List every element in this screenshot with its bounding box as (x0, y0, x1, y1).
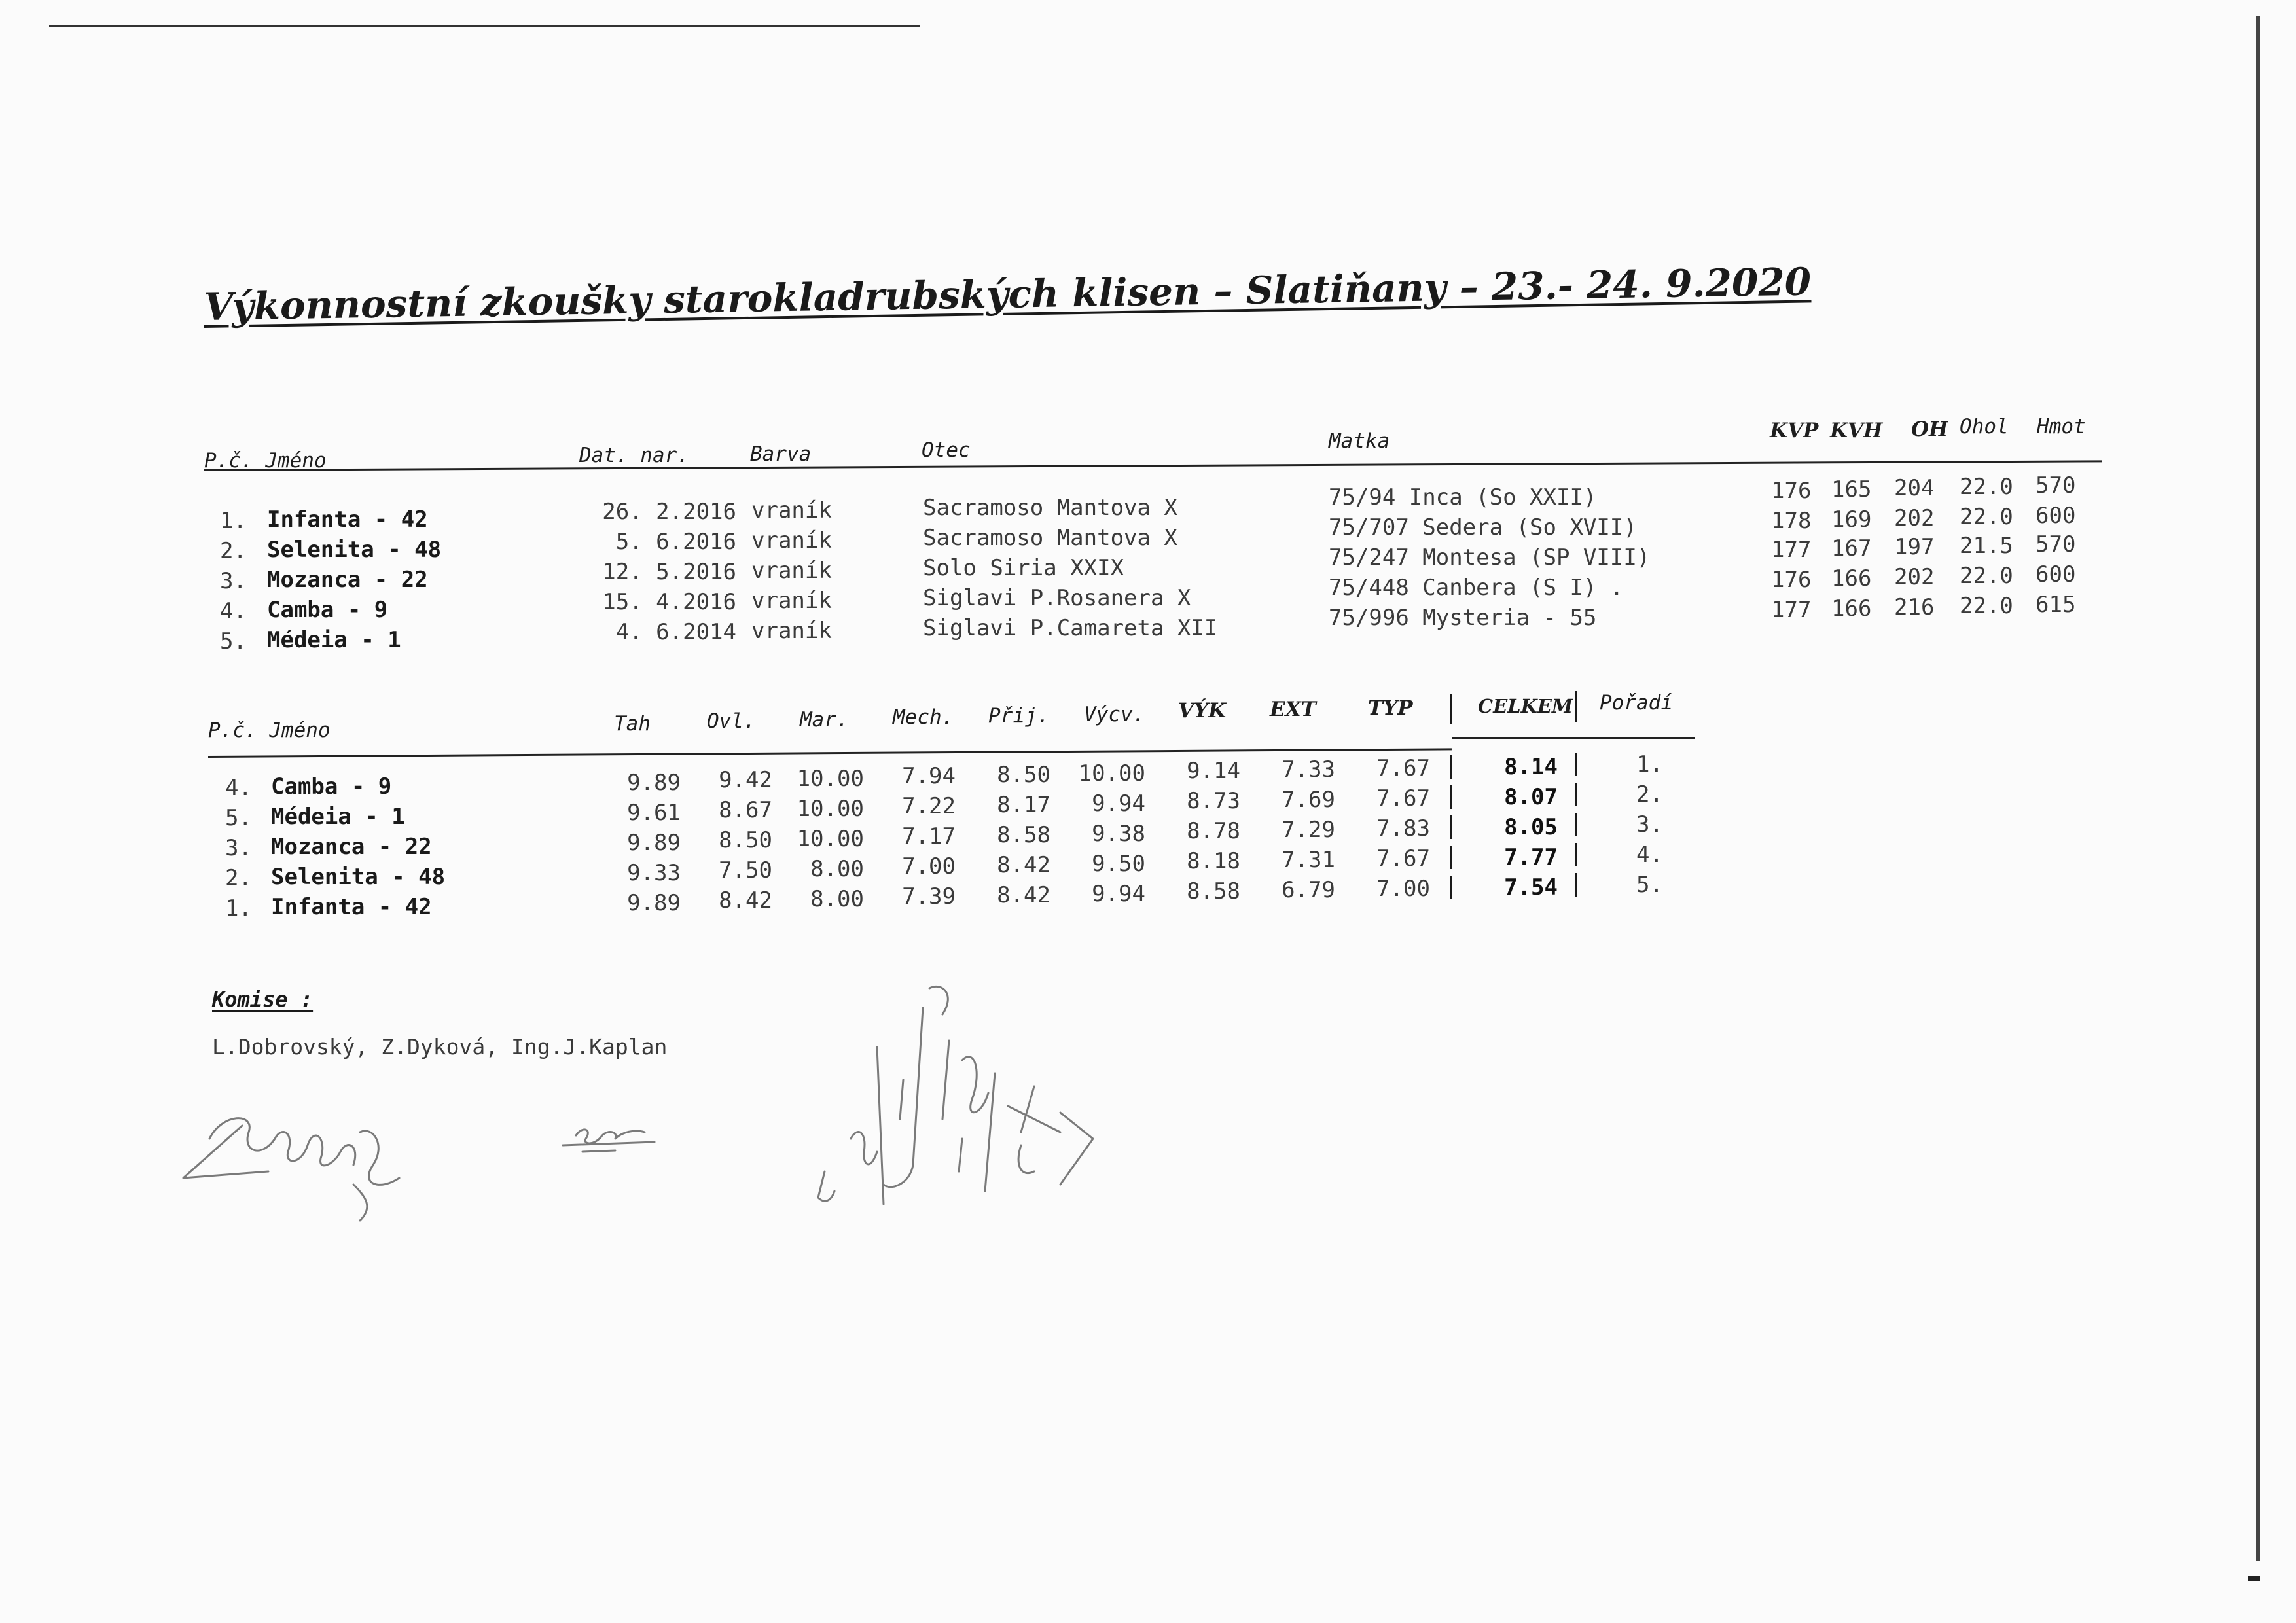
prij-value: 8.42 (997, 852, 1050, 878)
commission-label: Komise : (212, 987, 314, 1012)
birth-date: 15. 4.2016 (602, 589, 736, 615)
header-ovl: Ovl. (707, 709, 756, 733)
mar-value: 8.00 (810, 856, 864, 882)
horse-name: Camba - 9 (267, 597, 388, 623)
column-separator (1575, 691, 1577, 722)
header-prij: Přij. (988, 704, 1050, 728)
ovl-value: 9.42 (719, 767, 772, 793)
row-number: 5. (220, 628, 247, 654)
mech-value: 7.94 (902, 763, 956, 789)
horse-name: Mozanca - 22 (267, 567, 428, 593)
birth-date: 26. 2.2016 (602, 499, 736, 525)
column-separator (1575, 873, 1577, 897)
father: Siglavi P.Camareta XII (923, 615, 1218, 641)
typ-value: 7.67 (1376, 755, 1430, 781)
oh-value: 216 (1894, 594, 1935, 620)
ovl-value: 8.42 (719, 887, 772, 914)
coat-color: vraník (751, 618, 832, 644)
row-number: 3. (225, 835, 252, 861)
mech-value: 7.39 (902, 883, 956, 910)
vyk-value: 9.14 (1187, 758, 1240, 784)
oh-value: 202 (1894, 505, 1935, 531)
scan-mark (2248, 1576, 2260, 1581)
signature-3 (785, 975, 1126, 1276)
ohol-value: 22.0 (1960, 593, 2013, 619)
commission-members: L.Dobrovský, Z.Dyková, Ing.J.Kaplan (212, 1034, 668, 1060)
celkem-value: 7.54 (1504, 874, 1558, 901)
hmot-value: 600 (2036, 503, 2076, 529)
celkem-value: 7.77 (1504, 844, 1558, 870)
kvp-value: 176 (1771, 567, 1812, 593)
header-pc-jmeno: P.č. Jméno (208, 719, 331, 742)
kvp-value: 176 (1771, 478, 1812, 504)
oh-value: 197 (1894, 534, 1935, 560)
ext-value: 7.29 (1282, 817, 1335, 843)
tah-value: 9.61 (627, 800, 681, 826)
horse-name: Infanta - 42 (271, 894, 432, 920)
mother: 75/448 Canbera (S I) . (1329, 575, 1624, 601)
birth-date: 4. 6.2014 (615, 619, 736, 645)
header-kvp: KVP (1770, 419, 1819, 442)
kvh-value: 167 (1831, 535, 1872, 562)
header-poradi: Pořadí (1600, 691, 1673, 715)
prij-value: 8.17 (997, 792, 1050, 818)
horse-name: Médeia - 1 (267, 627, 401, 653)
header-barva: Barva (750, 442, 812, 466)
horse-name: Infanta - 42 (267, 507, 428, 533)
poradi-value: 5. (1636, 872, 1663, 898)
tah-value: 9.89 (627, 830, 681, 856)
row-number: 4. (225, 775, 252, 801)
kvh-value: 166 (1831, 565, 1872, 592)
tah-value: 9.33 (627, 860, 681, 886)
tah-value: 9.89 (627, 890, 681, 916)
typ-value: 7.67 (1376, 785, 1430, 812)
header-tah: Tah (614, 712, 651, 736)
prij-value: 8.50 (997, 762, 1050, 788)
column-separator (1575, 783, 1577, 806)
hmot-value: 600 (2036, 562, 2076, 588)
header-pc-jmeno: P.č. Jméno (204, 449, 327, 473)
vyk-value: 8.78 (1187, 818, 1240, 844)
scan-edge-right (2256, 16, 2260, 1561)
column-separator (1450, 815, 1452, 839)
header-mar: Mar. (800, 708, 849, 732)
column-separator (1575, 753, 1577, 776)
typ-value: 7.83 (1376, 815, 1430, 842)
kvh-value: 166 (1831, 596, 1872, 622)
header-hmot: Hmot (2037, 415, 2086, 438)
header-vycv: Výcv. (1084, 703, 1145, 726)
header-kvh: KVH (1830, 419, 1883, 442)
kvh-value: 165 (1831, 476, 1872, 503)
mech-value: 7.17 (902, 823, 956, 849)
mar-value: 10.00 (797, 826, 864, 852)
mech-value: 7.22 (902, 793, 956, 819)
horse-name: Camba - 9 (271, 774, 392, 800)
header-vyk: VÝK (1178, 699, 1227, 722)
vycv-value: 9.38 (1092, 821, 1145, 847)
row-number: 3. (220, 568, 247, 594)
horse-name: Selenita - 48 (267, 537, 442, 563)
mother: 75/247 Montesa (SP VIII) (1329, 544, 1651, 571)
mar-value: 8.00 (810, 886, 864, 912)
row-number: 4. (220, 598, 247, 624)
father: Solo Siria XXIX (923, 555, 1124, 581)
ohol-value: 21.5 (1960, 533, 2013, 559)
row-number: 1. (220, 508, 247, 534)
header-ext: EXT (1270, 698, 1316, 721)
column-separator (1450, 694, 1452, 724)
mother: 75/996 Mysteria - 55 (1329, 605, 1597, 631)
kvh-value: 169 (1831, 507, 1872, 533)
row-number: 1. (225, 895, 252, 921)
vyk-value: 8.58 (1187, 878, 1240, 904)
column-separator (1450, 785, 1452, 809)
coat-color: vraník (751, 527, 832, 554)
typ-value: 7.00 (1376, 876, 1430, 902)
birth-date: 12. 5.2016 (602, 559, 736, 585)
ohol-value: 22.0 (1960, 504, 2013, 530)
ohol-value: 22.0 (1960, 474, 2013, 500)
hmot-value: 615 (2036, 592, 2076, 618)
header-mech: Mech. (893, 705, 954, 729)
prij-value: 8.58 (997, 822, 1050, 848)
horse-name: Mozanca - 22 (271, 834, 432, 860)
kvp-value: 177 (1771, 597, 1812, 623)
hmot-value: 570 (2036, 531, 2076, 558)
coat-color: vraník (751, 497, 832, 524)
table2-header-rule-right (1452, 737, 1695, 739)
header-celkem: CELKEM (1478, 695, 1573, 717)
scan-edge-top (49, 25, 920, 27)
oh-value: 202 (1894, 564, 1935, 590)
mar-value: 10.00 (797, 796, 864, 822)
coat-color: vraník (751, 558, 832, 584)
header-oh: OH (1911, 418, 1948, 441)
table1-header-rule (204, 460, 2102, 471)
vyk-value: 8.73 (1187, 788, 1240, 814)
birth-date: 5. 6.2016 (615, 529, 736, 555)
header-ohol: Ohol (1960, 415, 2009, 438)
document-title: Výkonnostní zkoušky starokladrubských klisen – Slatiňany – 23.- 24. 9.2020 (203, 259, 1812, 329)
column-separator (1450, 755, 1452, 779)
row-number: 5. (225, 805, 252, 831)
kvp-value: 177 (1771, 537, 1812, 563)
header-typ: TYP (1368, 696, 1413, 720)
vycv-value: 9.94 (1092, 881, 1145, 907)
mother: 75/94 Inca (So XXII) (1329, 484, 1597, 510)
hmot-value: 570 (2036, 473, 2076, 499)
poradi-value: 1. (1636, 751, 1663, 777)
poradi-value: 4. (1636, 842, 1663, 868)
row-number: 2. (225, 865, 252, 891)
coat-color: vraník (751, 588, 832, 614)
prij-value: 8.42 (997, 882, 1050, 908)
ohol-value: 22.0 (1960, 563, 2013, 589)
mech-value: 7.00 (902, 853, 956, 880)
mar-value: 10.00 (797, 766, 864, 792)
celkem-value: 8.14 (1504, 754, 1558, 780)
ovl-value: 8.67 (719, 797, 772, 823)
ext-value: 6.79 (1282, 877, 1335, 903)
father: Sacramoso Mantova X (923, 495, 1177, 521)
kvp-value: 178 (1771, 508, 1812, 534)
vycv-value: 10.00 (1078, 760, 1145, 787)
oh-value: 204 (1894, 475, 1935, 501)
celkem-value: 8.05 (1504, 814, 1558, 840)
poradi-value: 3. (1636, 812, 1663, 838)
father: Siglavi P.Rosanera X (923, 585, 1191, 611)
father: Sacramoso Mantova X (923, 525, 1177, 551)
tah-value: 9.89 (627, 770, 681, 796)
column-separator (1575, 813, 1577, 836)
header-matka: Matka (1329, 429, 1390, 453)
column-separator (1575, 843, 1577, 866)
ext-value: 7.69 (1282, 787, 1335, 813)
header-dat-nar: Dat. nar. (579, 444, 689, 467)
mother: 75/707 Sedera (So XVII) (1329, 514, 1637, 541)
horse-name: Médeia - 1 (271, 804, 405, 830)
ovl-value: 8.50 (719, 827, 772, 853)
vycv-value: 9.94 (1092, 791, 1145, 817)
celkem-value: 8.07 (1504, 784, 1558, 810)
signature-1 (164, 1086, 465, 1224)
row-number: 2. (220, 538, 247, 564)
typ-value: 7.67 (1376, 846, 1430, 872)
ext-value: 7.33 (1282, 757, 1335, 783)
header-otec: Otec (922, 438, 971, 462)
column-separator (1450, 876, 1452, 899)
column-separator (1450, 846, 1452, 869)
vyk-value: 8.18 (1187, 848, 1240, 874)
ext-value: 7.31 (1282, 847, 1335, 873)
signature-2 (556, 1113, 687, 1165)
ovl-value: 7.50 (719, 857, 772, 883)
vycv-value: 9.50 (1092, 851, 1145, 877)
poradi-value: 2. (1636, 781, 1663, 808)
horse-name: Selenita - 48 (271, 864, 446, 890)
